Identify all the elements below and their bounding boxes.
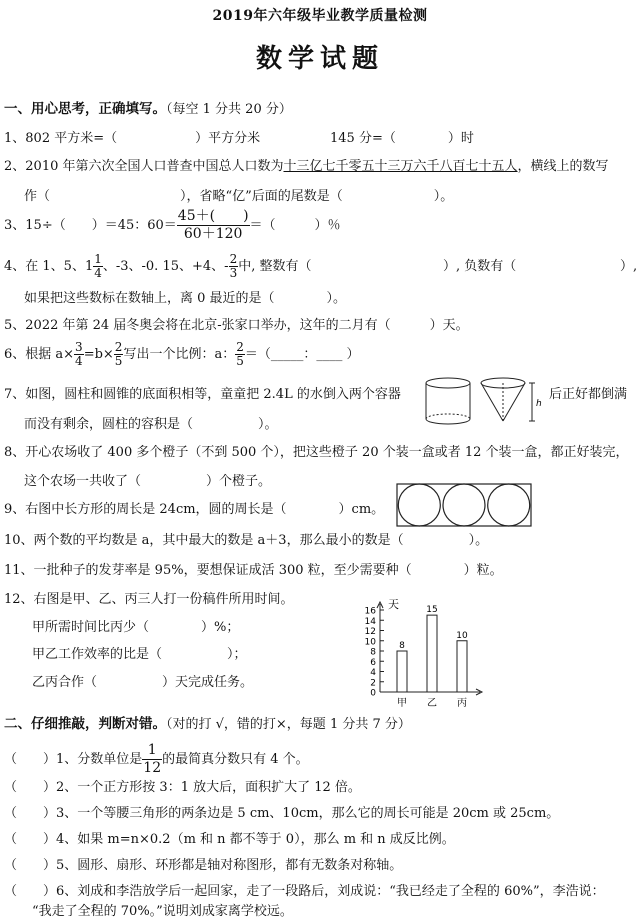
section1-note: （每空 1 分共 20 分）: [166, 102, 292, 117]
q2-population-number: 十三亿七千零五十三万六千八百七十五人: [283, 159, 518, 174]
q6-mid: =b×: [83, 347, 114, 362]
judge-6-text: 6、刘成和李浩放学后一起回家，走了一段路后，刘成说：“我已经走了全程的 60%”，李浩说：: [56, 884, 605, 899]
cone-icon: [481, 378, 535, 421]
q6-f2-denominator: 5: [114, 354, 123, 368]
bar-data-label: 15: [426, 605, 438, 616]
y-tick-label: 16: [364, 606, 376, 617]
judge-2-text: 2、一个正方形按 3：1 放大后，面积扩大了 12 倍。: [56, 780, 361, 795]
exam-header: 2019年六年级毕业教学质量检测: [212, 8, 428, 24]
q6-mid2: 写出一个比例：a：: [123, 347, 236, 362]
q6-f1-numerator: 3: [75, 340, 83, 354]
q6-f3-numerator: 2: [236, 340, 244, 354]
q4-mixed-numerator: 1: [94, 252, 102, 266]
chart-ylabel: 天: [388, 598, 399, 611]
q3-post: ＝（ ）％: [249, 218, 341, 233]
q6-post: ＝（_____：____ ）: [244, 347, 360, 362]
section2-note: （对的打 √，错的打×，每题 1 分共 7 分）: [166, 717, 411, 732]
cylinder-cone-figure: [420, 373, 544, 431]
q3-pre: 3、15÷（ ）＝45：60＝: [4, 218, 177, 233]
q3-fraction: [177, 208, 250, 243]
judge-item-1: [4, 742, 309, 777]
section1-title: 一、用心思考，正确填写。: [4, 101, 166, 117]
q4-negatives: ）, 负数有（: [443, 259, 517, 274]
q1-part-b: 145 分=（ ）时: [330, 131, 474, 146]
q6-f2-numerator: 2: [114, 340, 123, 354]
y-tick-label: 0: [370, 688, 376, 699]
judge-5-text: 5、圆形、扇形、环形都是轴对称图形，都有无数条对称轴。: [56, 858, 403, 873]
y-tick-label: 4: [370, 668, 376, 678]
bar: [427, 615, 437, 692]
q2-line1: [4, 159, 609, 175]
section1-heading: [4, 101, 292, 118]
q5: 5、2022 年第 24 届冬奥会将在北京-张家口举办，这年的二月有（ ）天。: [4, 318, 469, 333]
q8-line1: 8、开心农场收了 400 多个橙子（不到 500 个），把这些橙子 20 个装一盒或者 12 个装一盒，都正好装完，: [4, 445, 629, 460]
q4-mid: 、-3、-0. 15、+4、-: [102, 259, 229, 274]
judge-paren[interactable]: （ ）: [4, 806, 57, 821]
q6-fraction-1: [74, 341, 84, 368]
x-category-label: 丙: [457, 698, 467, 709]
q4-line1: [4, 253, 311, 280]
q4-end: ）,: [620, 259, 638, 274]
section2-title: 二、仔细推敲，判断对错。: [4, 716, 166, 732]
q12-a: 甲所需时间比丙少（ ）%；: [32, 620, 240, 635]
q4-line2: 如果把这些数标在数轴上，离 0 最近的是（ ）。: [24, 291, 347, 306]
bar-data-label: 10: [456, 630, 468, 641]
height-label: h: [536, 399, 542, 409]
q6-f1-denominator: 4: [75, 354, 83, 368]
q4-fraction: [229, 253, 239, 280]
judge-item-6: [4, 884, 605, 900]
judge-paren[interactable]: （ ）: [4, 780, 57, 795]
work-days-bar-chart: [350, 592, 490, 712]
q2-pre: 2、2010 年第六次全国人口普查中国总人口数为: [4, 159, 284, 174]
y-tick-label: 14: [364, 616, 376, 627]
circle-shape: [488, 484, 530, 526]
y-tick-label: 2: [370, 678, 376, 689]
q4-pre: 4、在 1、5、1: [4, 259, 94, 274]
q6-pre: 6、根据 a×: [4, 347, 75, 362]
q4-post: 中, 整数有（: [238, 259, 312, 274]
judge-item-5: [4, 858, 402, 874]
q6-fraction-3: [235, 341, 245, 368]
q4-mixed-fraction: [93, 253, 103, 280]
q7-line1: 7、如图，圆柱和圆锥的底面积相等，童童把 2.4L 的水倒入两个容器: [4, 387, 401, 402]
y-tick-label: 6: [370, 657, 376, 668]
q12-c: 乙丙合作（ ）天完成任务。: [32, 675, 254, 690]
judge-paren[interactable]: （ ）: [4, 832, 57, 847]
bar-data-label: 8: [399, 641, 405, 651]
judge-paren[interactable]: （ ）: [4, 752, 57, 767]
judge-6-line2: “我走了全程的 70%。”说明刘成家离学校远。: [32, 904, 293, 919]
judge-4-text: 4、如果 m=n×0.2（m 和 n 都不等于 0），那么 m 和 n 成反比例。: [56, 832, 455, 847]
judge-paren[interactable]: （ ）: [4, 884, 57, 899]
y-tick-label: 10: [364, 637, 376, 648]
q12-b: 甲乙工作效率的比是（ ）；: [32, 647, 247, 662]
y-tick-label: 8: [370, 647, 376, 658]
bar: [397, 651, 407, 692]
judge-1-fraction: [142, 742, 162, 777]
judge-paren[interactable]: （ ）: [4, 858, 57, 873]
q9: 9、右图中长方形的周长是 24cm，圆的周长是（ ）cm。: [4, 502, 385, 517]
q3-numerator: 45＋( ): [177, 208, 249, 224]
judge-item-4: [4, 832, 455, 848]
x-category-label: 甲: [397, 698, 407, 709]
q10: 10、两个数的平均数是 a，其中最大的数是 a＋3，那么最小的数是（ ）。: [4, 533, 489, 548]
q4-mixed-denominator: 4: [94, 266, 102, 280]
rectangle-shape: [397, 484, 531, 526]
judge-1-post: 的最简真分数只有 4 个。: [162, 752, 309, 767]
rectangle-circles-figure: [396, 483, 532, 527]
q7-line2: 而没有剩余，圆柱的容积是（ ）。: [24, 417, 278, 432]
judge-3-text: 3、一个等腰三角形的两条边是 5 cm、10cm，那么它的周长可能是 20cm 或 25cm。: [56, 806, 560, 821]
q7-tail: 后正好都倒满: [549, 387, 628, 402]
judge-1-pre: 1、分数单位是: [56, 752, 143, 767]
q8-line2: 这个农场一共收了（ ）个橙子。: [24, 474, 272, 489]
circle-shape: [398, 484, 440, 526]
q2-line2: 作（ ），省略“亿”后面的尾数是（ ）。: [24, 189, 454, 204]
x-category-label: 乙: [427, 698, 437, 709]
circle-shape: [443, 484, 485, 526]
q4-numerator: 2: [229, 252, 238, 266]
q6-f3-denominator: 5: [236, 354, 244, 368]
judge-1-denominator: 12: [143, 760, 162, 776]
q4-denominator: 3: [229, 266, 238, 280]
judge-1-numerator: 1: [142, 742, 162, 760]
q3: [4, 208, 341, 243]
q6-fraction-2: [114, 341, 124, 368]
q3-denominator: 60＋120: [183, 226, 243, 242]
cylinder-icon: [426, 378, 470, 424]
section2-heading: [4, 716, 411, 733]
judge-item-3: [4, 806, 559, 822]
q6: [4, 341, 359, 368]
judge-item-2: [4, 780, 361, 796]
q1-part-a: 1、802 平方米=（ ）平方分米: [4, 131, 261, 146]
q2-post: ，横线上的数写: [517, 159, 609, 174]
q11: 11、一批种子的发芽率是 95%，要想保证成活 300 粒，至少需要种（ ）粒。: [4, 563, 503, 578]
page-title: 数学试题: [255, 44, 384, 74]
y-tick-label: 12: [364, 627, 376, 637]
q12-line1: 12、右图是甲、乙、丙三人打一份稿件所用时间。: [4, 592, 294, 607]
bar: [457, 641, 467, 692]
